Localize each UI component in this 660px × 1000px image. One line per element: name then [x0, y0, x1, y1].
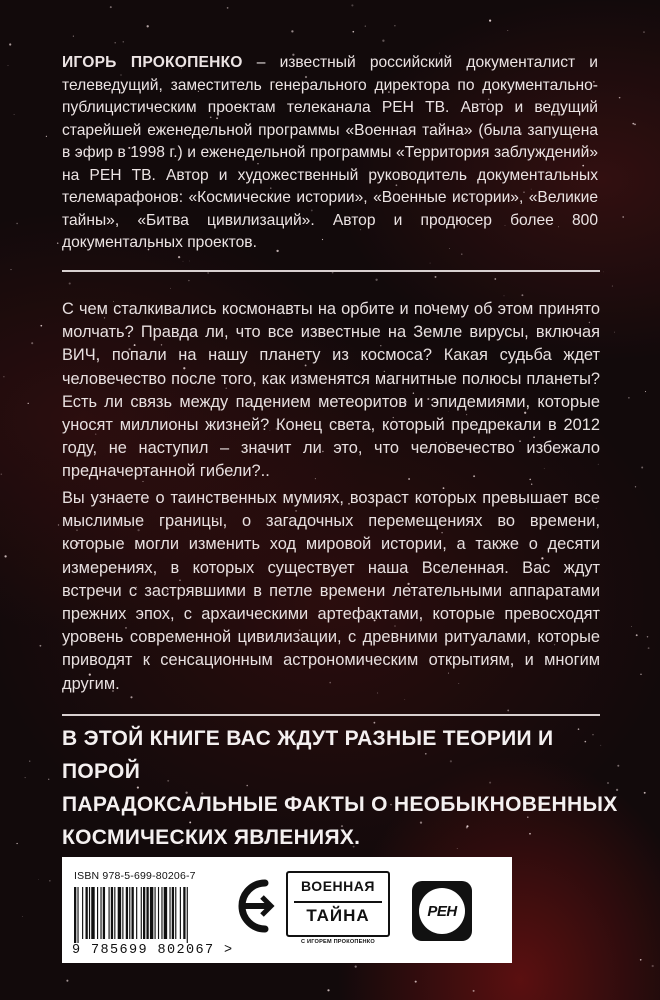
star: [640, 674, 641, 675]
star: [49, 880, 50, 881]
star: [634, 124, 636, 126]
barcode-bar: [74, 887, 76, 943]
star: [614, 332, 615, 333]
barcode-bar: [129, 887, 130, 939]
star: [40, 325, 42, 327]
star: [404, 699, 405, 700]
star: [227, 7, 229, 9]
star: [643, 31, 644, 32]
star: [22, 916, 23, 917]
star: [489, 20, 491, 22]
star: [332, 272, 334, 274]
star: [189, 261, 190, 262]
barcode-bars: [74, 887, 224, 943]
star: [123, 41, 124, 42]
barcode-panel: [62, 857, 512, 963]
star: [14, 114, 15, 115]
barcode-bar: [150, 887, 153, 939]
barcode-bar: [172, 887, 174, 939]
barcode-bar: [89, 887, 90, 939]
barcode-bar: [158, 887, 159, 939]
barcode-bar: [82, 887, 83, 939]
voennaya-taina-bottom: ТАЙНА: [306, 906, 370, 925]
star: [612, 286, 613, 287]
star: [351, 4, 353, 6]
barcode-bar: [118, 887, 121, 939]
star: [38, 879, 39, 880]
divider-bottom: [62, 714, 600, 716]
star: [635, 486, 636, 487]
star: [9, 43, 11, 45]
star: [66, 980, 68, 982]
star: [29, 761, 30, 762]
star: [644, 792, 646, 794]
star: [640, 959, 642, 961]
star: [652, 965, 654, 967]
star: [291, 30, 293, 32]
star: [170, 288, 171, 289]
barcode-bar: [183, 887, 185, 939]
star: [28, 403, 29, 404]
star: [647, 636, 648, 637]
slogan: [62, 722, 622, 854]
author-bio-text: – известный российский документалист и телеведущий, заместитель генерального директора по документально-публицистическим проектам телеканала РЕН ТВ. Автор и ведущий старейшей еженедельной программы «Военная тайна» (была запущена в эфир в 1998 г.) и еженедельной программы «Территория заблуждений» на РЕН ТВ. Автор и художественный руководитель документальных телемарафонов: «Космические истории», «Военные истории», «Великие тайны», «Битва цивилизаций». Автор и продюсер более 800 документальных проектов.: [62, 54, 599, 251]
divider-top: [62, 270, 600, 272]
star: [636, 634, 638, 636]
star: [632, 123, 634, 125]
barcode-bar: [169, 887, 170, 939]
barcode-bar: [122, 887, 123, 939]
barcode-bar: [141, 887, 142, 939]
star: [430, 263, 431, 264]
star: [507, 709, 509, 711]
star: [178, 256, 180, 258]
star: [628, 397, 630, 399]
star: [48, 779, 49, 780]
barcode-bar: [161, 887, 162, 939]
star: [46, 136, 47, 137]
barcode-bar: [180, 887, 181, 939]
star: [3, 376, 4, 377]
barcode-bar: [111, 887, 113, 939]
barcode-bar: [77, 887, 78, 943]
voennaya-taina-top: ВОЕННАЯ: [301, 878, 375, 894]
annotation-paragraph-2: Вы узнаете о таинственных мумиях, возраст которых превышает все мыслимые границы, о загадочных перемещениях во времени, которые могли изменить ход мировой истории, а также о десяти измерениях, в которых существует наша Вселенная. Вас ждут встречи с застрявшими в петле времени летательными аппаратами прежних эпох, с архаическими артефактами, которые превосходят уровень современной цивилизации, с древними ритуалами, которые приводят к сенсационным астрономическим открытиям, и многим другим.: [62, 489, 600, 693]
star: [10, 269, 11, 270]
barcode-bar: [114, 887, 115, 939]
star: [382, 40, 384, 42]
slogan-line-1: В ЭТОЙ КНИГЕ ВАС ЖДУТ РАЗНЫЕ ТЕОРИИ И ПОРОЙ: [62, 727, 554, 783]
star: [365, 26, 366, 27]
ren-tv-logo-circle: [419, 888, 465, 934]
annotation-paragraph-1: С чем сталкивались космонавты на орбите и почему об этом принято молчать? Правда ли, что все известные на Земле вирусы, включая ВИЧ, попали на нашу планету из космоса? Какая судьба ждет человечество после того, как изменятся магнитные полюсы планеты? Есть ли связь между падением метеоритов и эпидемиями, которые уносят миллионы жизней? Конец света, который предрекали в 2012 году, не наступил – значит ли это, что человечество избежало предначертанной гибели?..: [62, 300, 600, 481]
star: [208, 272, 209, 273]
barcode-bar: [187, 887, 188, 943]
star: [507, 30, 508, 31]
star: [648, 647, 650, 649]
star: [641, 467, 643, 469]
barcode-bar: [97, 887, 98, 939]
star: [375, 279, 377, 281]
star: [57, 242, 58, 243]
barcode-bar: [132, 887, 134, 939]
slogan-line-2: ПАРАДОКСАЛЬНЫЕ ФАКТЫ О НЕОБЫКНОВЕННЫХ: [62, 793, 618, 816]
star: [473, 990, 475, 992]
star: [69, 282, 71, 284]
star: [16, 843, 17, 844]
barcode-digits: 9 785699 802067 >: [72, 943, 234, 958]
star: [631, 626, 632, 627]
voennaya-taina-separator: [294, 901, 382, 903]
voennaya-taina-subtitle: С ИГОРЕМ ПРОКОПЕНКО: [301, 939, 375, 945]
star: [603, 272, 604, 273]
author-bio: [62, 52, 598, 255]
barcode-bar: [100, 887, 101, 939]
barcode-bar: [86, 887, 88, 939]
star: [31, 342, 33, 344]
star: [16, 223, 17, 224]
star: [25, 777, 26, 778]
star: [188, 280, 189, 281]
barcode-bar: [126, 887, 128, 939]
star: [1, 473, 2, 474]
star: [394, 25, 395, 26]
star: [352, 31, 354, 33]
star: [39, 645, 41, 647]
barcode-bar: [109, 887, 110, 939]
barcode-bar: [136, 887, 137, 939]
barcode-bar: [155, 887, 156, 939]
barcode-bar: [164, 887, 167, 939]
star: [8, 65, 9, 66]
star: [521, 294, 523, 296]
author-name: ИГОРЬ ПРОКОПЕНКО: [62, 54, 243, 71]
star: [183, 261, 184, 262]
star: [504, 295, 505, 296]
barcode-bar: [91, 887, 94, 939]
barcode-bar: [103, 887, 105, 939]
barcode-bar: [143, 887, 145, 939]
star: [73, 36, 74, 37]
star: [110, 6, 112, 8]
star: [415, 981, 417, 983]
barcode-bar: [175, 887, 176, 939]
star: [114, 42, 115, 43]
eksmo-logo-icon: [235, 875, 277, 937]
star: [58, 524, 59, 525]
star: [435, 276, 437, 278]
ren-tv-logo: [412, 881, 472, 941]
voennaya-taina-logo: [286, 871, 390, 943]
star: [622, 216, 624, 218]
barcode-bar: [146, 887, 148, 939]
isbn-label: ISBN 978-5-699-80206-7: [74, 870, 196, 882]
slogan-line-3: КОСМИЧЕСКИХ ЯВЛЕНИЯХ.: [62, 826, 361, 849]
star: [147, 25, 149, 27]
star: [494, 278, 496, 280]
star: [4, 555, 6, 557]
voennaya-taina-frame: [286, 871, 390, 937]
star: [645, 391, 646, 392]
star: [355, 966, 357, 968]
star: [327, 989, 329, 991]
ren-tv-logo-text: РЕН: [427, 902, 457, 920]
star: [531, 484, 532, 485]
star: [619, 97, 621, 99]
star: [130, 696, 132, 698]
